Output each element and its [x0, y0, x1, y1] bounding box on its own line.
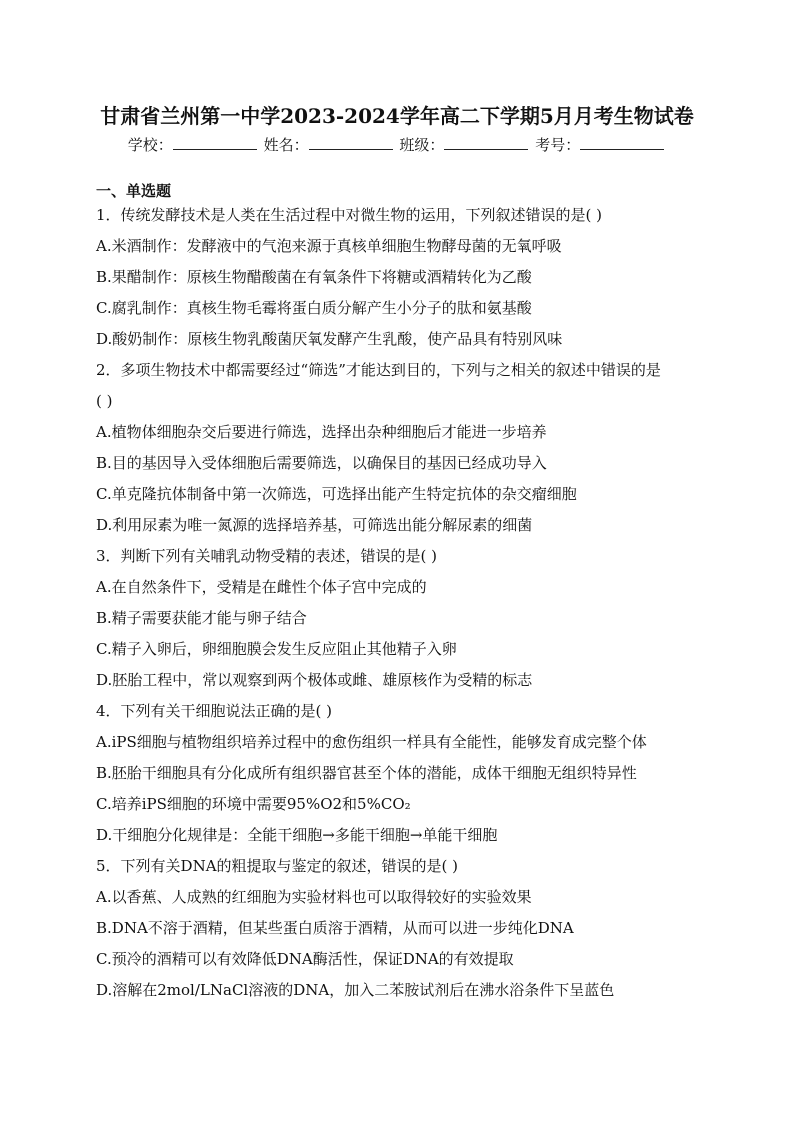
- question-line: 2．多项生物技术中都需要经过“筛选”才能达到目的，下列与之相关的叙述中错误的是: [96, 361, 661, 379]
- question-line: 5．下列有关DNA的粗提取与鉴定的叙述，错误的是( ): [96, 857, 459, 875]
- option-line: C.单克隆抗体制备中第一次筛选，可选择出能产生特定抗体的杂交瘤细胞: [96, 485, 577, 503]
- question-list: [96, 202, 716, 1008]
- name-label: 姓名：: [263, 136, 309, 154]
- option-line: B.果醋制作：原核生物醋酸菌在有氧条件下将糖或酒精转化为乙酸: [96, 268, 532, 286]
- number-label: 考号：: [535, 136, 581, 154]
- question-line: ( ): [96, 392, 113, 410]
- name-blank[interactable]: [309, 135, 393, 150]
- question-line: 4．下列有关干细胞说法正确的是( ): [96, 702, 333, 720]
- option-line: A.以香蕉、人成熟的红细胞为实验材料也可以取得较好的实验效果: [96, 888, 532, 906]
- option-line: D.干细胞分化规律是：全能干细胞→多能干细胞→单能干细胞: [96, 826, 498, 844]
- question-line: 1．传统发酵技术是人类在生活过程中对微生物的运用，下列叙述错误的是( ): [96, 206, 603, 224]
- option-line: A.植物体细胞杂交后要进行筛选，选择出杂种细胞后才能进一步培养: [96, 423, 547, 441]
- option-line: C.培养iPS细胞的环境中需要95%O2和5%CO₂: [96, 795, 411, 813]
- option-line: B.DNA不溶于酒精，但某些蛋白质溶于酒精，从而可以进一步纯化DNA: [96, 919, 574, 937]
- option-line: C.预冷的酒精可以有效降低DNA酶活性，保证DNA的有效提取: [96, 950, 514, 968]
- option-line: B.精子需要获能才能与卵子结合: [96, 609, 307, 627]
- school-label: 学校：: [127, 136, 173, 154]
- section-heading: 一、单选题: [96, 182, 172, 200]
- school-blank[interactable]: [173, 135, 257, 150]
- option-line: C.精子入卵后，卵细胞膜会发生反应阻止其他精子入卵: [96, 640, 457, 658]
- option-line: B.目的基因导入受体细胞后需要筛选，以确保目的基因已经成功导入: [96, 454, 547, 472]
- option-line: D.溶解在2mol/LNaCl溶液的DNA，加入二苯胺试剂后在沸水浴条件下呈蓝色: [96, 981, 615, 999]
- question-line: 3．判断下列有关哺乳动物受精的表述，错误的是( ): [96, 547, 438, 565]
- class-label: 班级：: [399, 136, 445, 154]
- page-title: 甘肃省兰州第一中学2023-2024学年高二下学期5月月考生物试卷: [100, 104, 694, 128]
- class-blank[interactable]: [444, 135, 528, 150]
- student-info-line: [0, 134, 794, 155]
- option-line: A.米酒制作：发酵液中的气泡来源于真核单细胞生物酵母菌的无氧呼吸: [96, 237, 562, 255]
- option-line: C.腐乳制作：真核生物毛霉将蛋白质分解产生小分子的肽和氨基酸: [96, 299, 532, 317]
- number-blank[interactable]: [580, 135, 664, 150]
- option-line: A.在自然条件下，受精是在雌性个体子宫中完成的: [96, 578, 427, 596]
- option-line: D.胚胎工程中，常以观察到两个极体或雌、雄原核作为受精的标志: [96, 671, 533, 689]
- option-line: B.胚胎干细胞具有分化成所有组织器官甚至个体的潜能，成体干细胞无组织特异性: [96, 764, 637, 782]
- option-line: D.酸奶制作：原核生物乳酸菌厌氧发酵产生乳酸，使产品具有特别风味: [96, 330, 563, 348]
- option-line: A.iPS细胞与植物组织培养过程中的愈伤组织一样具有全能性，能够发育成完整个体: [96, 733, 647, 751]
- option-line: D.利用尿素为唯一氮源的选择培养基，可筛选出能分解尿素的细菌: [96, 516, 533, 534]
